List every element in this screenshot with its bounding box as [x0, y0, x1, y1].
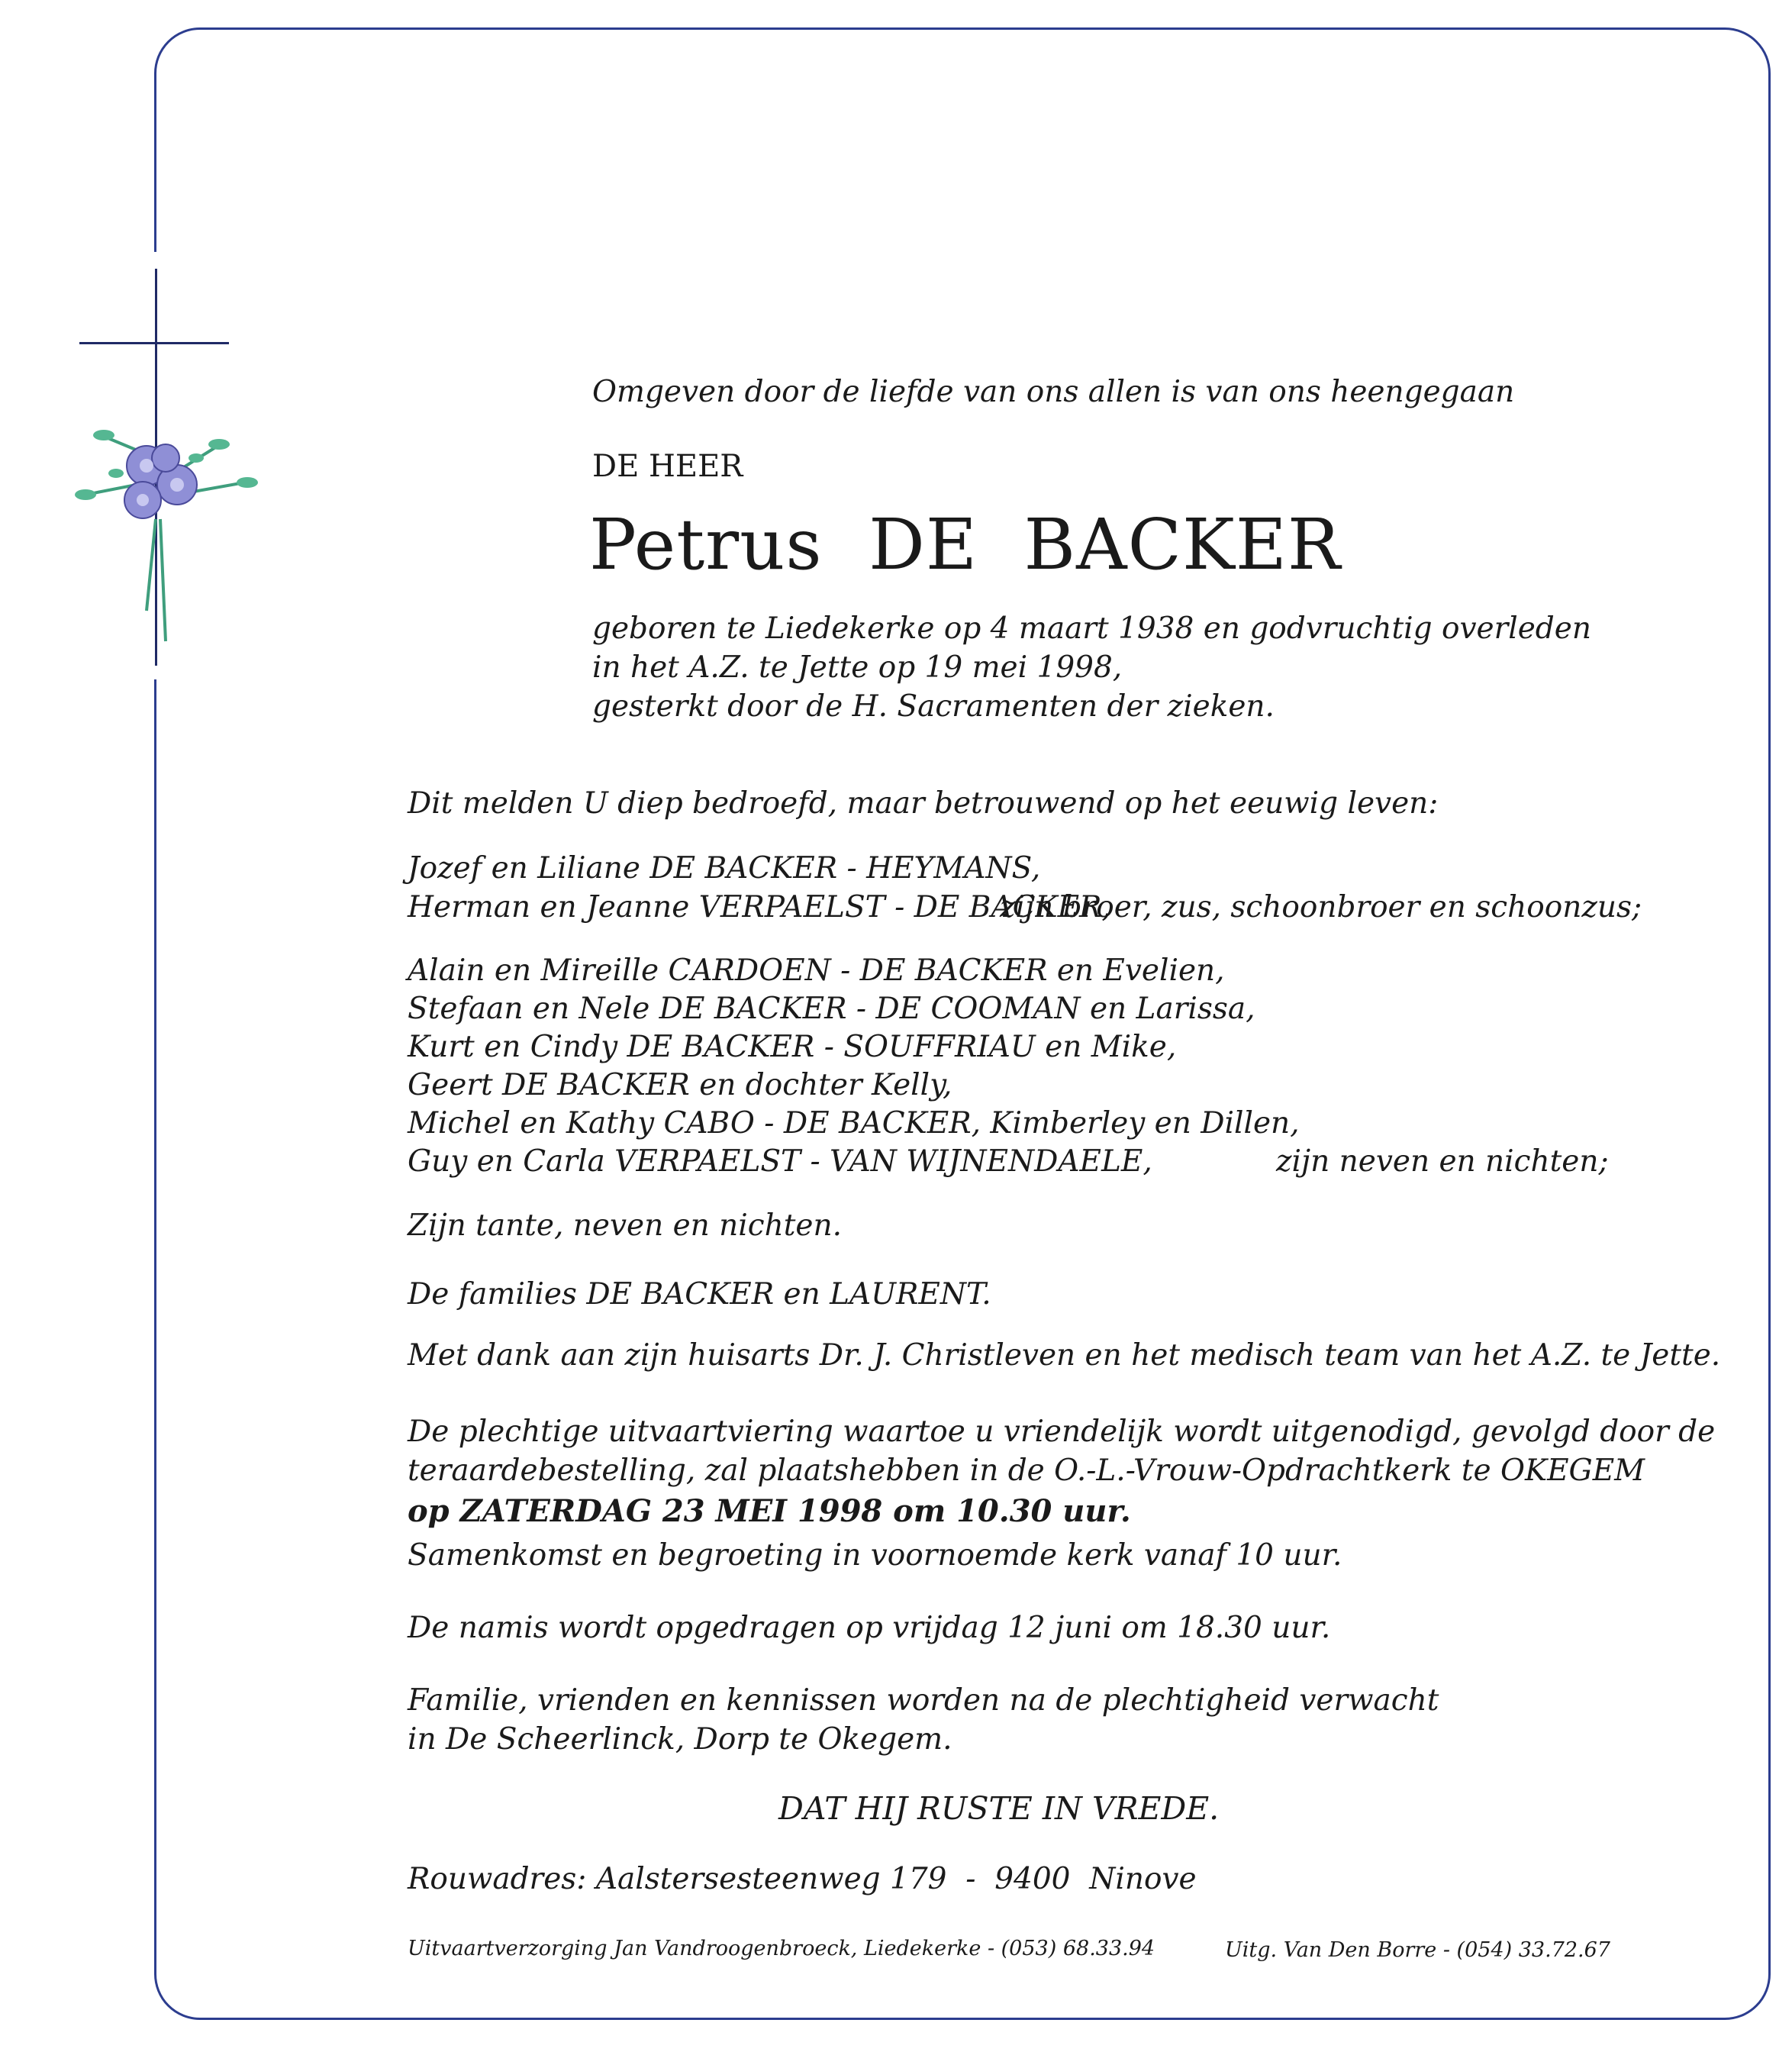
sibling-line: Herman en Jeanne VERPAELST - DE BACKER,: [408, 890, 1111, 924]
honorific: DE HEER: [592, 449, 743, 484]
cross-horizontal: [79, 342, 229, 344]
printer-credit: Uitg. Van Den Borre - (054) 33.72.67: [1225, 1938, 1610, 1962]
reception-line: Familie, vrienden en kennissen worden na de plechtigheid verwacht: [408, 1683, 1439, 1718]
birth-line: in het A.Z. te Jette op 19 mei 1998,: [592, 650, 1123, 685]
nephew-line: Guy en Carla VERPAELST - VAN WIJNENDAELE,: [408, 1144, 1152, 1179]
funeral-line: De plechtige uitvaartviering waartoe u vriendelijk wordt uitgenodigd, gevolgd door de: [408, 1415, 1716, 1449]
funeral-line: teraardebestelling, zal plaatshebben in de O.-L.-Vrouw-Opdrachtkerk te OKEGEM: [408, 1454, 1645, 1488]
mass-line: De namis wordt opgedragen op vrijdag 12 juni om 18.30 uur.: [408, 1611, 1331, 1645]
families-line: De families DE BACKER en LAURENT.: [408, 1277, 991, 1312]
birth-line: geboren te Liedekerke op 4 maart 1938 en godvruchtig overleden: [592, 611, 1591, 646]
birth-line: gesterkt door de H. Sacramenten der zieken.: [592, 689, 1275, 724]
announcement: Dit melden U diep bedroefd, maar betrouwend op het eeuwig leven:: [408, 786, 1439, 821]
nephew-line: Alain en Mireille CARDOEN - DE BACKER en Evelien,: [408, 953, 1225, 988]
gathering-line: Samenkomst en begroeting in voornoemde kerk vanaf 10 uur.: [408, 1538, 1342, 1573]
nephews-relation: zijn neven en nichten;: [1276, 1144, 1609, 1179]
deceased-name: Petrus DE BACKER: [589, 504, 1342, 586]
intro-line: Omgeven door de liefde van ons allen is van ons heengegaan: [592, 375, 1515, 409]
nephew-line: Geert DE BACKER en dochter Kelly,: [408, 1068, 952, 1102]
siblings-relation: zijn broer, zus, schoonbroer en schoonzus;: [1000, 890, 1642, 924]
mourning-address: Rouwadres: Aalstersesteenweg 179 - 9400 Ninove: [408, 1862, 1197, 1896]
nephew-line: Kurt en Cindy DE BACKER - SOUFFRIAU en Mike,: [408, 1030, 1177, 1064]
funeral-date: op ZATERDAG 23 MEI 1998 om 10.30 uur.: [408, 1493, 1131, 1529]
thanks-line: Met dank aan zijn huisarts Dr. J. Christleven en het medisch team van het A.Z. te Jette.: [408, 1338, 1721, 1373]
sibling-line: Jozef en Liliane DE BACKER - HEYMANS,: [408, 851, 1041, 886]
aunt-line: Zijn tante, neven en nichten.: [408, 1208, 843, 1243]
undertaker-credit: Uitvaartverzorging Jan Vandroogenbroeck, Liedekerke - (053) 68.33.94: [408, 1937, 1155, 1960]
nephew-line: Michel en Kathy CABO - DE BACKER, Kimberley en Dillen,: [408, 1106, 1300, 1141]
nephew-line: Stefaan en Nele DE BACKER - DE COOMAN en Larissa,: [408, 992, 1255, 1026]
flower-bouquet-icon: [70, 412, 269, 657]
reception-line: in De Scheerlinck, Dorp te Okegem.: [408, 1722, 952, 1757]
rest-in-peace: DAT HIJ RUSTE IN VREDE.: [778, 1790, 1220, 1827]
